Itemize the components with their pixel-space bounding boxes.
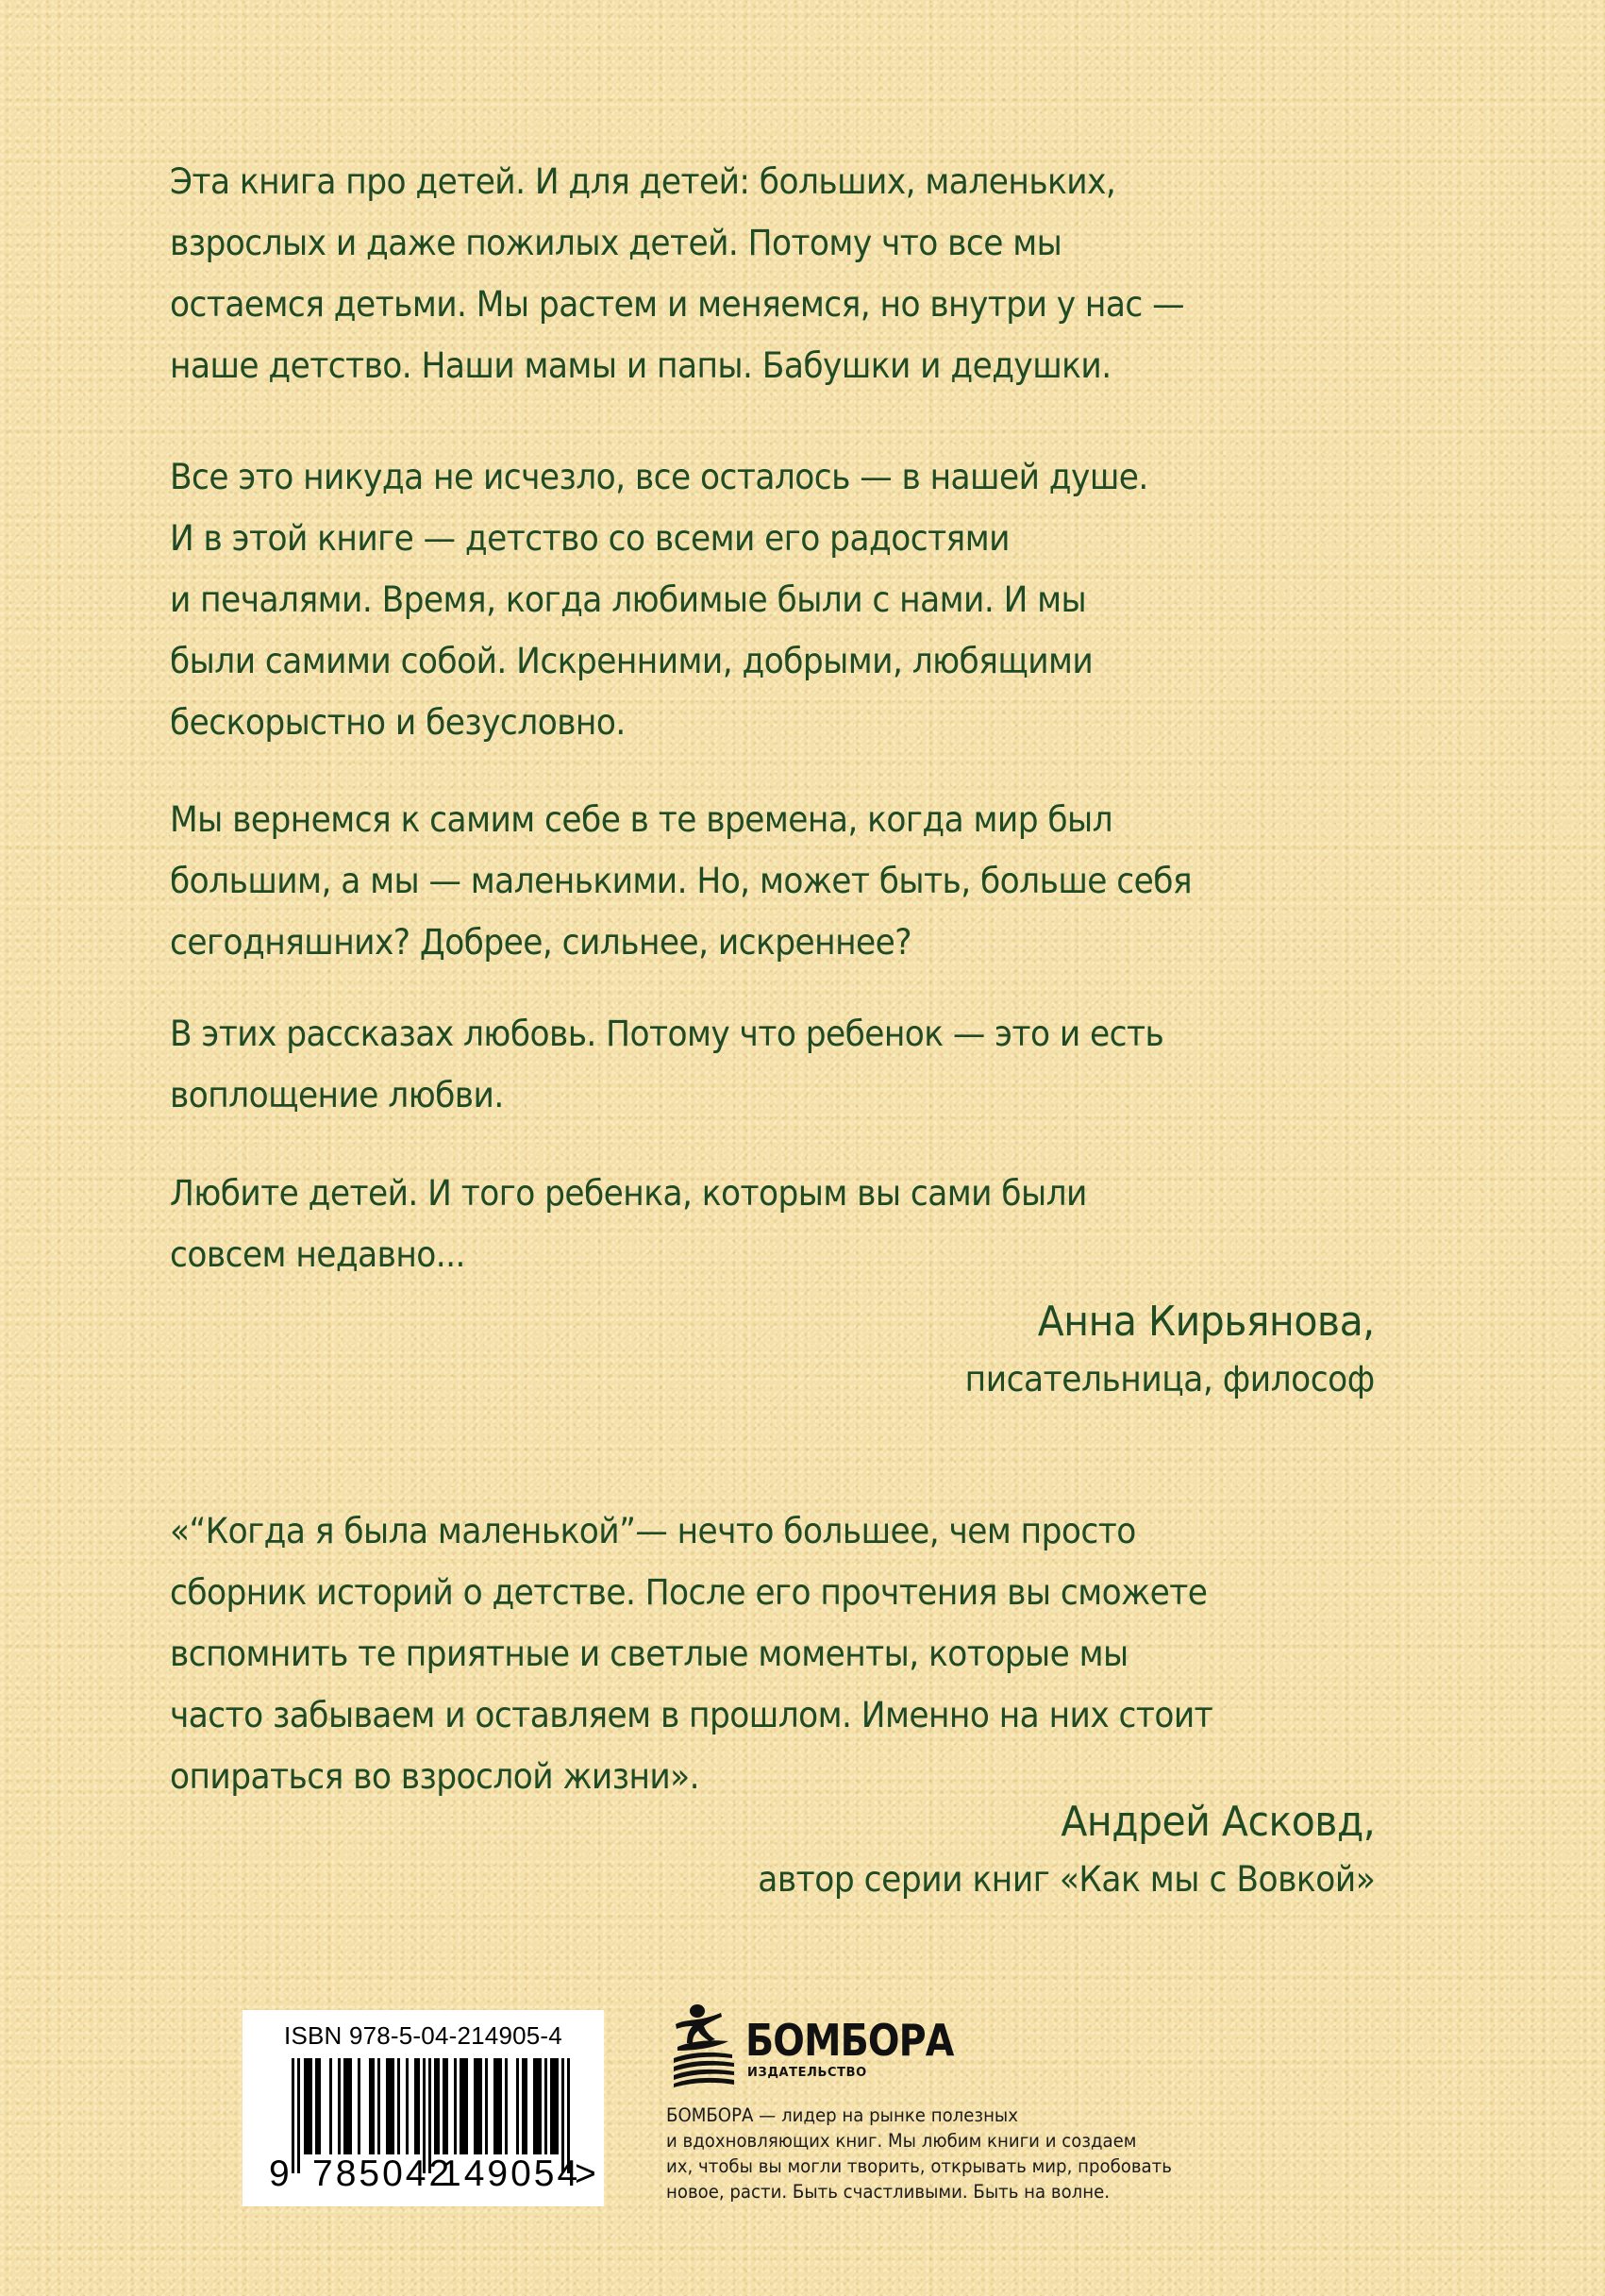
text-line: были самими собой. Искренними, добрыми, любящими [170,641,1094,681]
text-line: И в этой книге — детство со всеми его радостями [170,518,1010,559]
barcode-bars-icon [292,2058,571,2164]
barcode-digit-group-2: 149054 [441,2154,581,2194]
text-line: и вдохновляющих книг. Мы любим книги и создаем [666,2130,1137,2152]
text-line: «“Когда я была маленькой”— нечто большее, чем просто [170,1511,1136,1551]
publisher-description [666,2103,1262,2204]
text-line: наше детство. Наши мамы и папы. Бабушки и дедушки. [170,345,1112,386]
text-line: Мы вернемся к самим себе в те времена, когда мир был [170,799,1113,840]
text-line: часто забываем и оставляем в прошлом. Именно на них стоит [170,1695,1213,1735]
barcode-quiet-zone-marker: > [575,2154,596,2194]
author-signature-1 [965,1293,1375,1408]
signature-name: Андрей Асковд, [1061,1798,1375,1846]
text-line: сегодняшних? Добрее, сильнее, искреннее? [170,922,911,963]
text-line: Любите детей. И того ребенка, которым вы сами были [170,1173,1087,1214]
text-line: В этих рассказах любовь. Потому что ребенок — это и есть [170,1014,1164,1054]
blurb-paragraph-5 [170,1163,1311,1285]
publisher-logo [672,2003,955,2093]
isbn-barcode [242,2010,604,2206]
text-line: остаемся детьми. Мы растем и меняемся, но внутри у нас — [170,284,1185,325]
blurb-paragraph-4 [170,1003,1311,1126]
text-line: БОМБОРА — лидер на рынке полезных [666,2104,1018,2126]
barcode-digit-group-1: 785042 [312,2154,453,2194]
text-line: Все это никуда не исчезло, все осталось — в нашей душе. [170,457,1148,497]
text-line: сборник историй о детстве. После его прочтения вы сможете [170,1572,1208,1613]
text-line: Эта книга про детей. И для детей: больших, маленьких, [170,161,1116,202]
text-line: вспомнить те приятные и светлые моменты, которые мы [170,1634,1129,1674]
signature-role: писательница, философ [964,1359,1375,1399]
blurb-paragraph-3 [170,789,1311,973]
review-quote [170,1500,1311,1807]
barcode-digit-first: 9 [269,2154,290,2194]
text-line: совсем недавно... [170,1234,465,1275]
text-line: бескорыстно и безусловно. [170,702,626,743]
signature-name: Анна Кирьянова, [1038,1298,1375,1346]
text-line: воплощение любви. [170,1075,504,1115]
text-line: и печалями. Время, когда любимые были с нами. И мы [170,579,1087,620]
publisher-name: БОМБОРА [745,2015,954,2066]
text-line: опираться во взрослой жизни». [170,1756,700,1797]
blurb-paragraph-2 [170,446,1311,753]
text-line: новое, расти. Быть счастливыми. Быть на волне. [666,2181,1111,2203]
signature-role: автор серии книг «Как мы с Вовкой» [757,1859,1375,1900]
text-line: большим, а мы — маленькими. Но, может быть, больше себя [170,861,1193,901]
text-line: взрослых и даже пожилых детей. Потому что все мы [170,223,1062,263]
isbn-label: ISBN 978-5-04-214905-4 [284,2021,562,2050]
publisher-subtitle: ИЗДАТЕЛЬСТВО [747,2066,867,2080]
surfer-on-books-icon [672,2003,736,2088]
blurb-paragraph-1 [170,151,1311,396]
reviewer-signature [758,1793,1375,1908]
text-line: их, чтобы вы могли творить, открывать мир, пробовать [666,2155,1172,2177]
